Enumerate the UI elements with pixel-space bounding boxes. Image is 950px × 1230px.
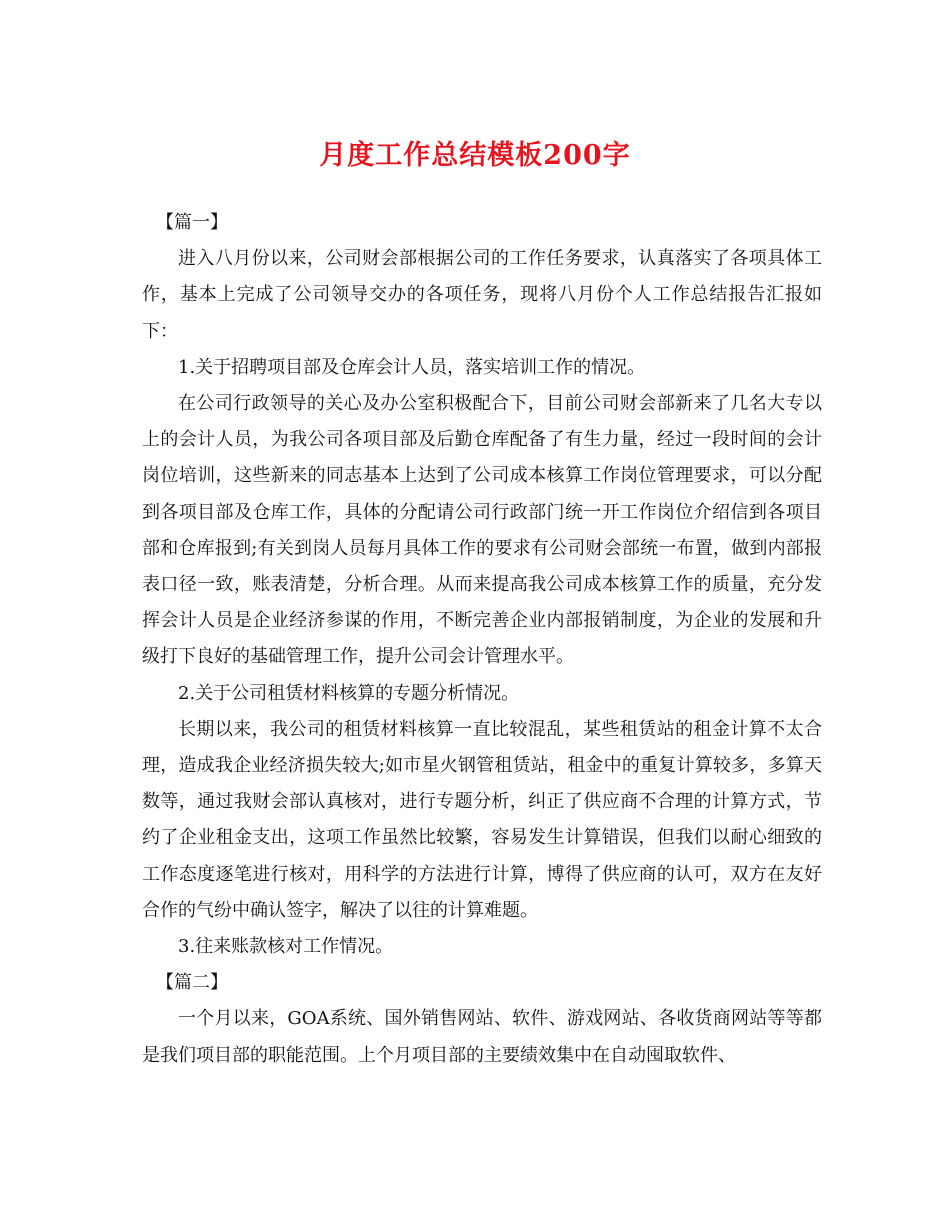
- item-heading-2: 2.关于公司租赁材料核算的专题分析情况。: [178, 682, 520, 704]
- item-heading-1: 1.关于招聘项目部及仓库会计人员，落实培训工作的情况。: [178, 356, 646, 378]
- section-heading-2: 【篇二】: [156, 972, 228, 994]
- paragraph-leasing: 长期以来，我公司的租赁材料核算一直比较混乱，某些租赁站的租金计算不太合理，造成我企业经济损失较大;如市星火钢管租赁站，租金中的重复计算较多，多算天数等，通过我财会部认真核对，进行专题分析，纠正了供应商不合理的计算方式，节约了企业租金支出，这项工作虽然比较繁，容易发生计算错误，但我们以耐心细致的工作态度逐笔进行核对，用科学的方法进行计算，博得了供应商的认可，双方在友好合作的气纷中确认签字，解决了以往的计算难题。: [142, 718, 822, 921]
- paragraph-intro: 进入八月份以来，公司财会部根据公司的工作任务要求，认真落实了各项具体工作，基本上完成了公司领导交办的各项任务，现将八月份个人工作总结报告汇报如下：: [142, 248, 822, 342]
- document-body: [142, 205, 822, 1074]
- document-title: 月度工作总结模板200字: [319, 140, 631, 171]
- item-heading-3: 3.往来账款核对工作情况。: [178, 936, 394, 958]
- paragraph-recruitment: 在公司行政领导的关心及办公室积极配合下，目前公司财会部新来了几名大专以上的会计人员，为我公司各项目部及后勤仓库配备了有生力量，经过一段时间的会计岗位培训，这些新来的同志基本上达到了公司成本核算工作岗位管理要求，可以分配到各项目部及仓库工作，具体的分配请公司行政部门统一开工作岗位介绍信到各项目部和仓库报到;有关到岗人员每月具体工作的要求有公司财会部统一布置，做到内部报表口径一致，账表清楚，分析合理。从而来提高我公司成本核算工作的质量，充分发挥会计人员是企业经济参谋的作用，不断完善企业内部报销制度，为企业的发展和升级打下良好的基础管理工作，提升公司会计管理水平。: [142, 393, 822, 668]
- paragraph-project-dept: 一个月以来，GOA系统、国外销售网站、软件、游戏网站、各收货商网站等等都是我们项目部的职能范围。上个月项目部的主要绩效集中在自动囤取软件、: [142, 1008, 822, 1066]
- section-heading-1: 【篇一】: [156, 212, 228, 233]
